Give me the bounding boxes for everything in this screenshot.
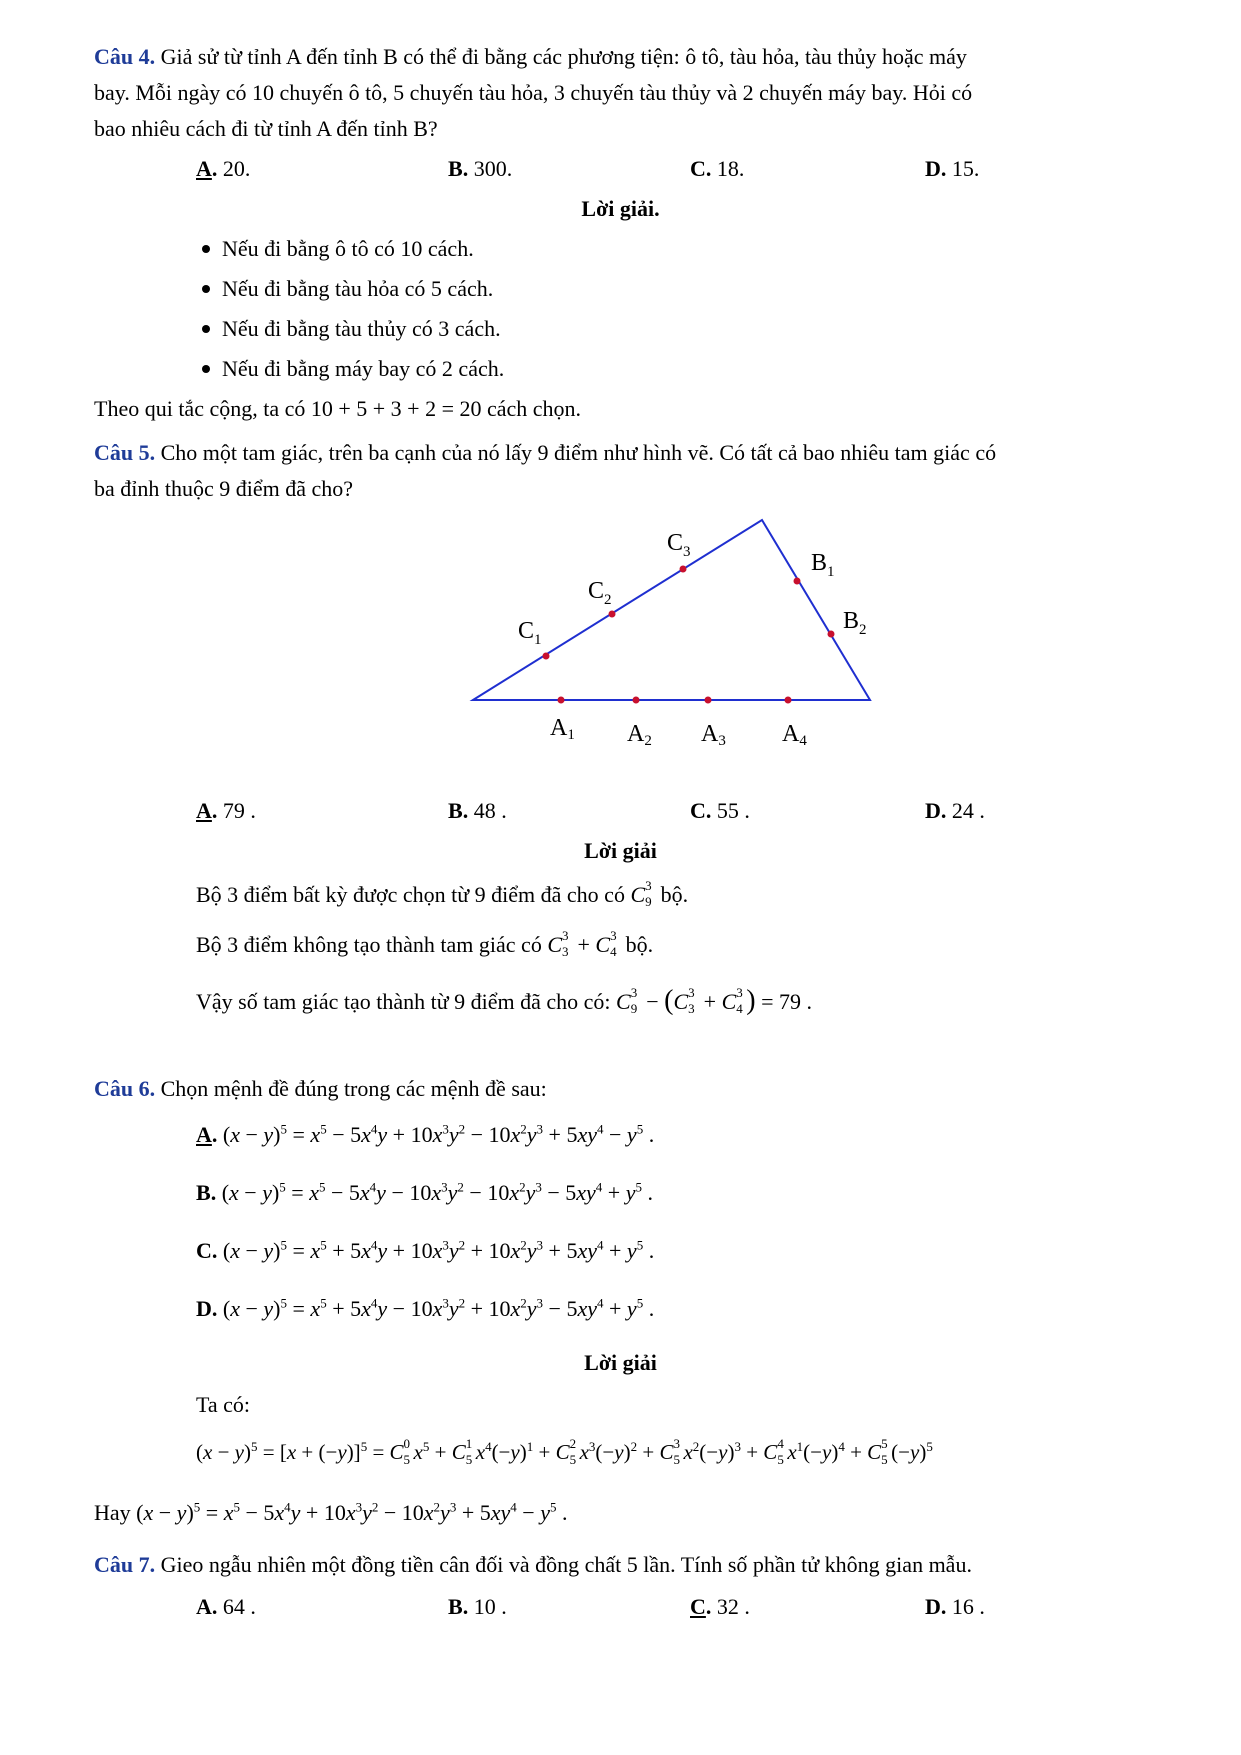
label-b2: $B_2$ bbox=[843, 608, 867, 638]
q5-solution-2: Bộ 3 điểm không tạo thành tam giác có C 3 3 + C 3 4 bộ. bbox=[196, 928, 654, 959]
q4-bullet-4: Nếu đi bằng máy bay có 2 cách. bbox=[202, 356, 504, 382]
q6-option-b[interactable]: B. $(x - y)^5 = x^5 - 5x^4y - 10x^3y^2 - 10x^2y^3 - 5xy^4 + y^5$ . bbox=[196, 1179, 653, 1205]
q6-line-1: Câu 6. Chọn mệnh đề đúng trong các mệnh đề sau: bbox=[94, 1076, 547, 1101]
q6-solution-title: Lời giải bbox=[584, 1350, 657, 1375]
point-c1 bbox=[543, 653, 550, 660]
q6-option-a[interactable]: A. $(x - y)^5 = x^5 - 5x^4y + 10x^3y^2 - 10x^2y^3 + 5xy^4 - y^5$ . bbox=[196, 1121, 655, 1147]
label-a3: A3 bbox=[701, 721, 726, 749]
q4-option-c[interactable]: C. 18. bbox=[690, 156, 745, 181]
q7-line-1: Câu 7. Gieo ngẫu nhiên một đồng tiền cân đối và đồng chất 5 lần. Tính số phần tử không gian mẫu. bbox=[94, 1552, 972, 1577]
point-b1 bbox=[794, 578, 801, 585]
q4-bullet-2: Nếu đi bằng tàu hỏa có 5 cách. bbox=[202, 276, 493, 302]
q5-option-b[interactable]: B. 48 . bbox=[448, 798, 507, 823]
q5-solution-title: Lời giải bbox=[584, 838, 657, 863]
q7-option-a[interactable]: A. 64 . bbox=[196, 1594, 256, 1619]
q5-option-a[interactable]: A. 79 . bbox=[196, 798, 256, 823]
q5-option-d[interactable]: D. 24 . bbox=[925, 798, 985, 823]
label-c1: $C_1$ bbox=[518, 618, 542, 648]
q6-hay: Hay $(x - y)^5 = x^5 - 5x^4y + 10x^3y^2 - 10x^2y^3 + 5xy^4 - y^5$ . bbox=[94, 1499, 568, 1525]
q6-option-d[interactable]: D. $(x - y)^5 = x^5 + 5x^4y - 10x^3y^2 + 10x^2y^3 - 5xy^4 + y^5$ . bbox=[196, 1295, 655, 1321]
q6-label: Câu 6. bbox=[94, 1076, 156, 1101]
q4-option-b[interactable]: B. 300. bbox=[448, 156, 513, 181]
q7-option-d[interactable]: D. 16 . bbox=[925, 1594, 985, 1619]
point-a4 bbox=[785, 697, 792, 704]
point-b2 bbox=[828, 631, 835, 638]
label-c3: $C_3$ bbox=[667, 530, 691, 560]
q4-label: Câu 4. bbox=[94, 44, 156, 69]
point-a3 bbox=[705, 697, 712, 704]
q4-bullet-3: Nếu đi bằng tàu thủy có 3 cách. bbox=[202, 316, 501, 342]
q5-label: Câu 5. bbox=[94, 440, 156, 465]
q7-option-c[interactable]: C. 32 . bbox=[690, 1594, 750, 1619]
q4-option-a[interactable]: A. 20. bbox=[196, 156, 251, 181]
label-b1: $B_1$ bbox=[811, 550, 835, 580]
label-a1: A1 bbox=[550, 715, 575, 743]
triangle-figure bbox=[0, 0, 1241, 760]
q6-option-c[interactable]: C. $(x - y)^5 = x^5 + 5x^4y + 10x^3y^2 + 10x^2y^3 + 5xy^4 + y^5$ . bbox=[196, 1237, 655, 1263]
label-a2: A2 bbox=[627, 721, 652, 749]
label-c2: $C_2$ bbox=[588, 578, 612, 608]
label-a4: A4 bbox=[782, 721, 807, 749]
q4-solution-title: Lời giải. bbox=[581, 196, 660, 221]
triangle-points bbox=[543, 566, 835, 704]
q5-line-1: Câu 5. Cho một tam giác, trên ba cạnh của nó lấy 9 điểm như hình vẽ. Có tất cả bao nhiêu tam giác có bbox=[94, 440, 997, 465]
q5-solution-1: Bộ 3 điểm bất kỳ được chọn từ 9 điểm đã cho có C 3 9 bộ. bbox=[196, 878, 689, 909]
q4-option-d[interactable]: D. 15. bbox=[925, 156, 980, 181]
point-c2 bbox=[609, 611, 616, 618]
q7-option-b[interactable]: B. 10 . bbox=[448, 1594, 507, 1619]
q5-line-2: ba đỉnh thuộc 9 điểm đã cho? bbox=[94, 476, 354, 501]
q6-ta-co: Ta có: bbox=[196, 1392, 251, 1417]
q4-line-1: Câu 4. Giả sử từ tỉnh A đến tỉnh B có thể đi bằng các phương tiện: ô tô, tàu hỏa, tàu thủy hoặc máy bbox=[94, 44, 967, 69]
q7-label: Câu 7. bbox=[94, 1552, 156, 1577]
q5-option-c[interactable]: C. 55 . bbox=[690, 798, 750, 823]
point-a1 bbox=[558, 697, 565, 704]
q4-line-3: bao nhiêu cách đi từ tỉnh A đến tỉnh B? bbox=[94, 116, 438, 141]
q4-conclusion: Theo qui tắc cộng, ta có 10 + 5 + 3 + 2 = 20 cách chọn. bbox=[94, 396, 582, 421]
q4-bullet-1: Nếu đi bằng ô tô có 10 cách. bbox=[202, 236, 474, 262]
q4-line-2: bay. Mỗi ngày có 10 chuyến ô tô, 5 chuyến tàu hỏa, 3 chuyến tàu thủy và 2 chuyến máy bay. Hỏi có bbox=[94, 80, 973, 105]
point-c3 bbox=[680, 566, 687, 573]
q5-solution-3: Vậy số tam giác tạo thành từ 9 điểm đã cho có: C 3 9 − (C 3 3 + C 3 4 ) = 79 . bbox=[196, 985, 813, 1016]
q6-expansion: $(x - y)^5 = [x + (-y)]^5 = C$ 0 5 $x^5 + C$ 1 5 $x^4(-y)^1 + C$ 2 5 $x^3(-y)^2 + C$ 3 5 $x^2(-y)^3 + C$ 4 5 $x^1(-y)^4 + C$ 5 5 $(-y)^5$ bbox=[196, 1436, 933, 1467]
point-a2 bbox=[633, 697, 640, 704]
